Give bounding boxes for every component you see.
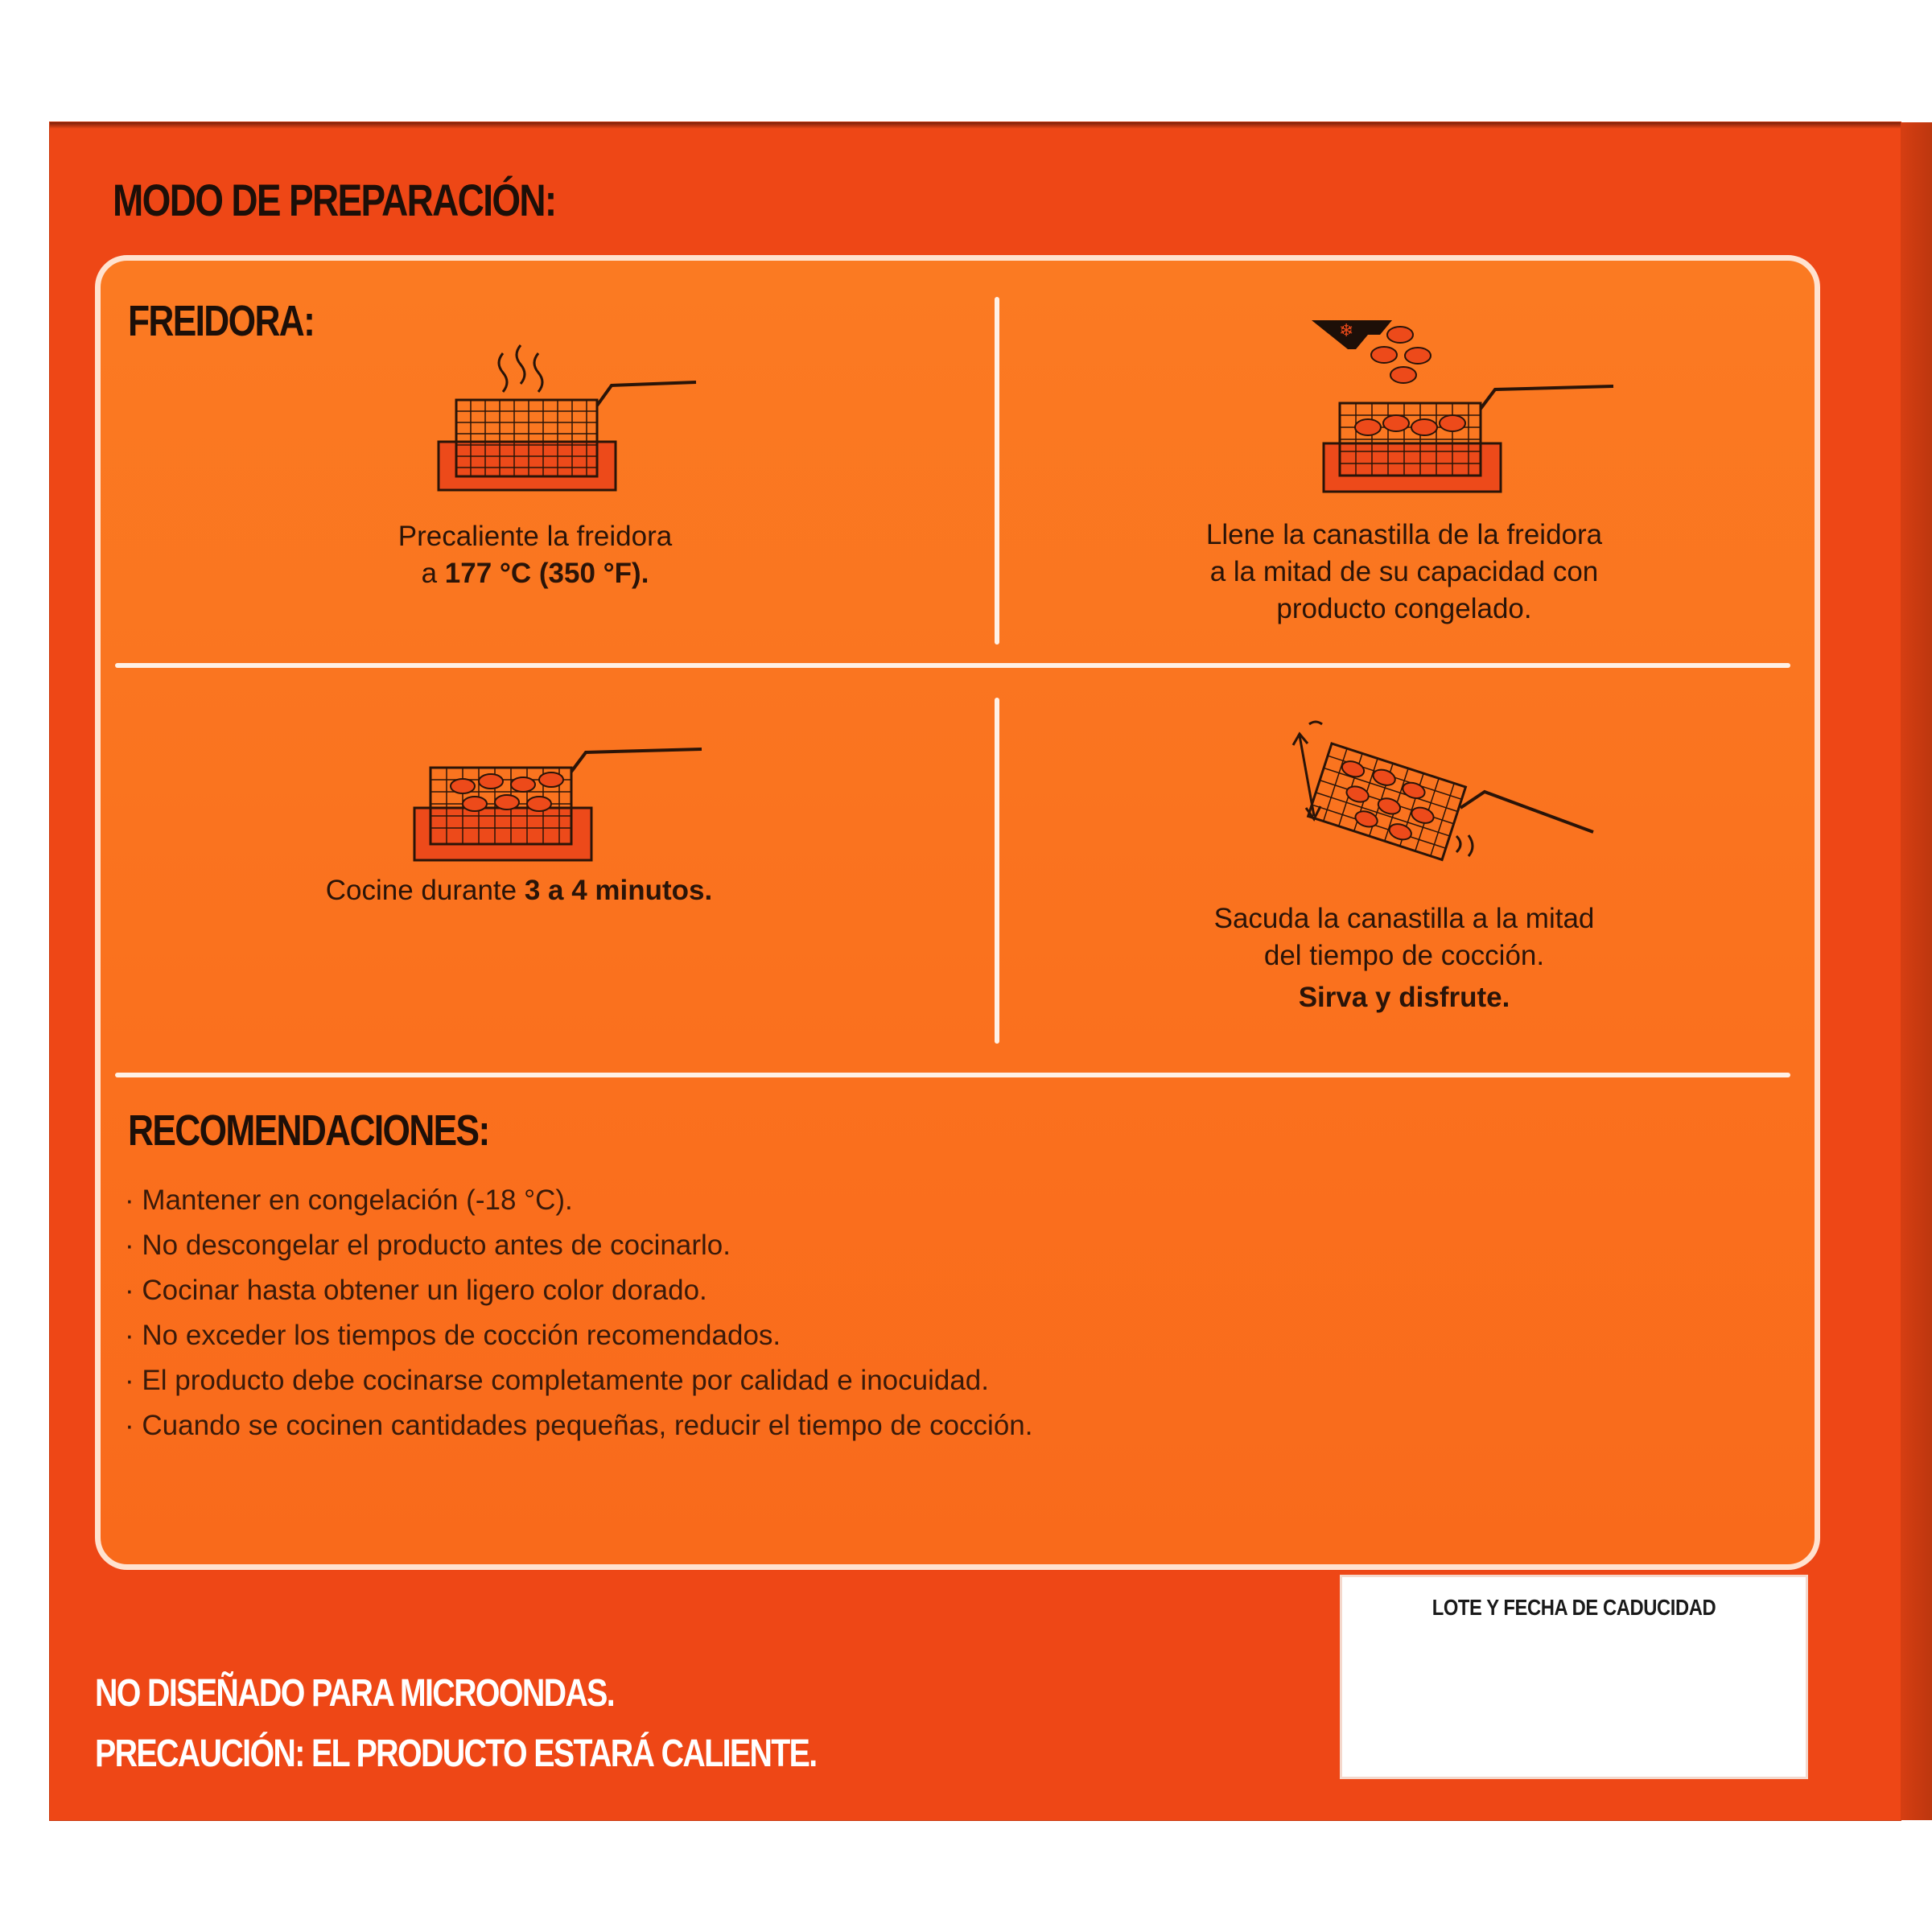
step-3-line-1 xyxy=(229,872,809,909)
step-2-line-3: producto congelado. xyxy=(1276,593,1532,624)
step-4-line-2: del tiempo de cocción. xyxy=(1263,940,1545,971)
recommendation-item: · No exceder los tiempos de cocción recomendados. xyxy=(125,1313,1033,1358)
step-3-text xyxy=(229,872,809,909)
fryer-shake-basket-icon xyxy=(1275,711,1613,888)
box-top-edge xyxy=(50,122,1932,129)
preparation-heading: MODO DE PREPARACIÓN: xyxy=(113,175,556,225)
step-3-prefix: Cocine durante xyxy=(325,875,525,906)
step-1-line-1: Precaliente la freidora xyxy=(398,521,673,552)
divider-horizontal-middle xyxy=(115,663,1790,668)
recommendation-item: · No descongelar el producto antes de cocinarlo. xyxy=(125,1223,1033,1268)
step-1-temperature: 177 °C (350 °F). xyxy=(444,558,649,589)
step-4-line-3: Sirva y disfrute. xyxy=(1298,982,1510,1013)
lot-expiry-title: LOTE Y FECHA DE CADUCIDAD xyxy=(1431,1595,1716,1620)
recommendation-item: · Cocinar hasta obtener un ligero color dorado. xyxy=(125,1268,1033,1313)
instructions-panel xyxy=(95,255,1820,1570)
caution-warning: PRECAUCIÓN: EL PRODUCTO ESTARÁ CALIENTE. xyxy=(95,1732,817,1775)
step-1-line-2 xyxy=(262,555,809,592)
step-4-line-1: Sacuda la canastilla a la mitad xyxy=(1213,903,1595,934)
step-2-text xyxy=(1131,517,1678,628)
fryer-fill-basket-icon xyxy=(1304,311,1625,504)
fryer-preheat-icon xyxy=(430,337,704,498)
divider-horizontal-bottom xyxy=(115,1073,1790,1077)
fryer-cook-icon xyxy=(402,723,708,884)
step-2-line-2: a la mitad de su capacidad con xyxy=(1209,556,1599,587)
recomendaciones-heading: RECOMENDACIONES: xyxy=(128,1106,489,1155)
recommendation-item: · El producto debe cocinarse completamente por calidad e inocuidad. xyxy=(125,1358,1033,1403)
product-box xyxy=(50,122,1901,1820)
step-4-text xyxy=(1131,900,1678,1016)
step-2-line-1: Llene la canastilla de la freidora xyxy=(1205,519,1603,550)
step-1-text xyxy=(262,518,809,592)
microwave-warning: NO DISEÑADO PARA MICROONDAS. xyxy=(95,1672,615,1715)
recommendation-item: · Cuando se cocinen cantidades pequeñas, reducir el tiempo de cocción. xyxy=(125,1403,1033,1448)
divider-vertical-bottom xyxy=(995,698,999,1044)
divider-vertical-top xyxy=(995,297,999,645)
recommendation-item: · Mantener en congelación (-18 °C). xyxy=(125,1178,1033,1223)
freidora-heading: FREIDORA: xyxy=(128,297,315,345)
recommendations-list xyxy=(125,1178,1033,1448)
svg-text:❄: ❄ xyxy=(1339,321,1354,341)
lot-expiry-box xyxy=(1340,1575,1808,1779)
step-1-line-2-prefix: a xyxy=(421,558,445,589)
step-3-duration: 3 a 4 minutos. xyxy=(524,875,713,906)
box-side-edge xyxy=(1901,122,1932,1820)
